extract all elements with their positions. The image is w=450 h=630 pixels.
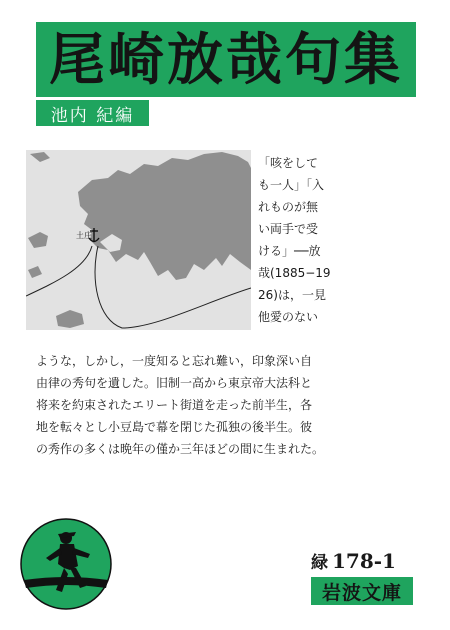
- sower-emblem-icon: [20, 518, 112, 610]
- series-label: [311, 548, 396, 573]
- blurb-line: も一人」「入: [258, 178, 325, 192]
- blurb-line: 将来を約束されたエリート街道を走った前半生，各: [36, 398, 313, 412]
- editor-band: [36, 100, 149, 126]
- book-title: 尾崎放哉句集: [49, 26, 403, 93]
- blurb-line: の秀作の多くは晩年の僅か三年ほどの間に生まれた。: [36, 442, 325, 456]
- blurb-line: ける」──放: [258, 244, 321, 258]
- blurb-line: ような，しかし，一度知ると忘れ難い，印象深い自: [36, 354, 313, 368]
- blurb-line: 「咳をして: [258, 156, 319, 170]
- island-map-illustration: [26, 150, 251, 330]
- blurb-line: 由律の秀句を遺した。旧制一高から東京帝大法科と: [36, 376, 313, 390]
- publisher-name: 岩波文庫: [321, 581, 402, 604]
- map-place-label: 土庄: [76, 231, 92, 240]
- blurb-line: 哉(1885−19: [258, 266, 331, 280]
- blurb-bottom: [36, 350, 436, 460]
- publisher-band: [311, 577, 413, 605]
- blurb-line: 他愛のない: [258, 310, 319, 324]
- blurb-side: [258, 152, 332, 328]
- series-color: 緑: [311, 553, 328, 573]
- blurb-line: 26)は，一見: [258, 288, 326, 302]
- title-band: [36, 22, 416, 97]
- editor-name: 池内 紀編: [50, 105, 135, 126]
- blurb-line: い両手で受: [258, 222, 319, 236]
- blurb-line: 地を転々とし小豆島で幕を閉じた孤独の後半生。彼: [36, 420, 313, 434]
- blurb-line: れものが無: [258, 200, 319, 214]
- series-number: 178-1: [332, 549, 396, 573]
